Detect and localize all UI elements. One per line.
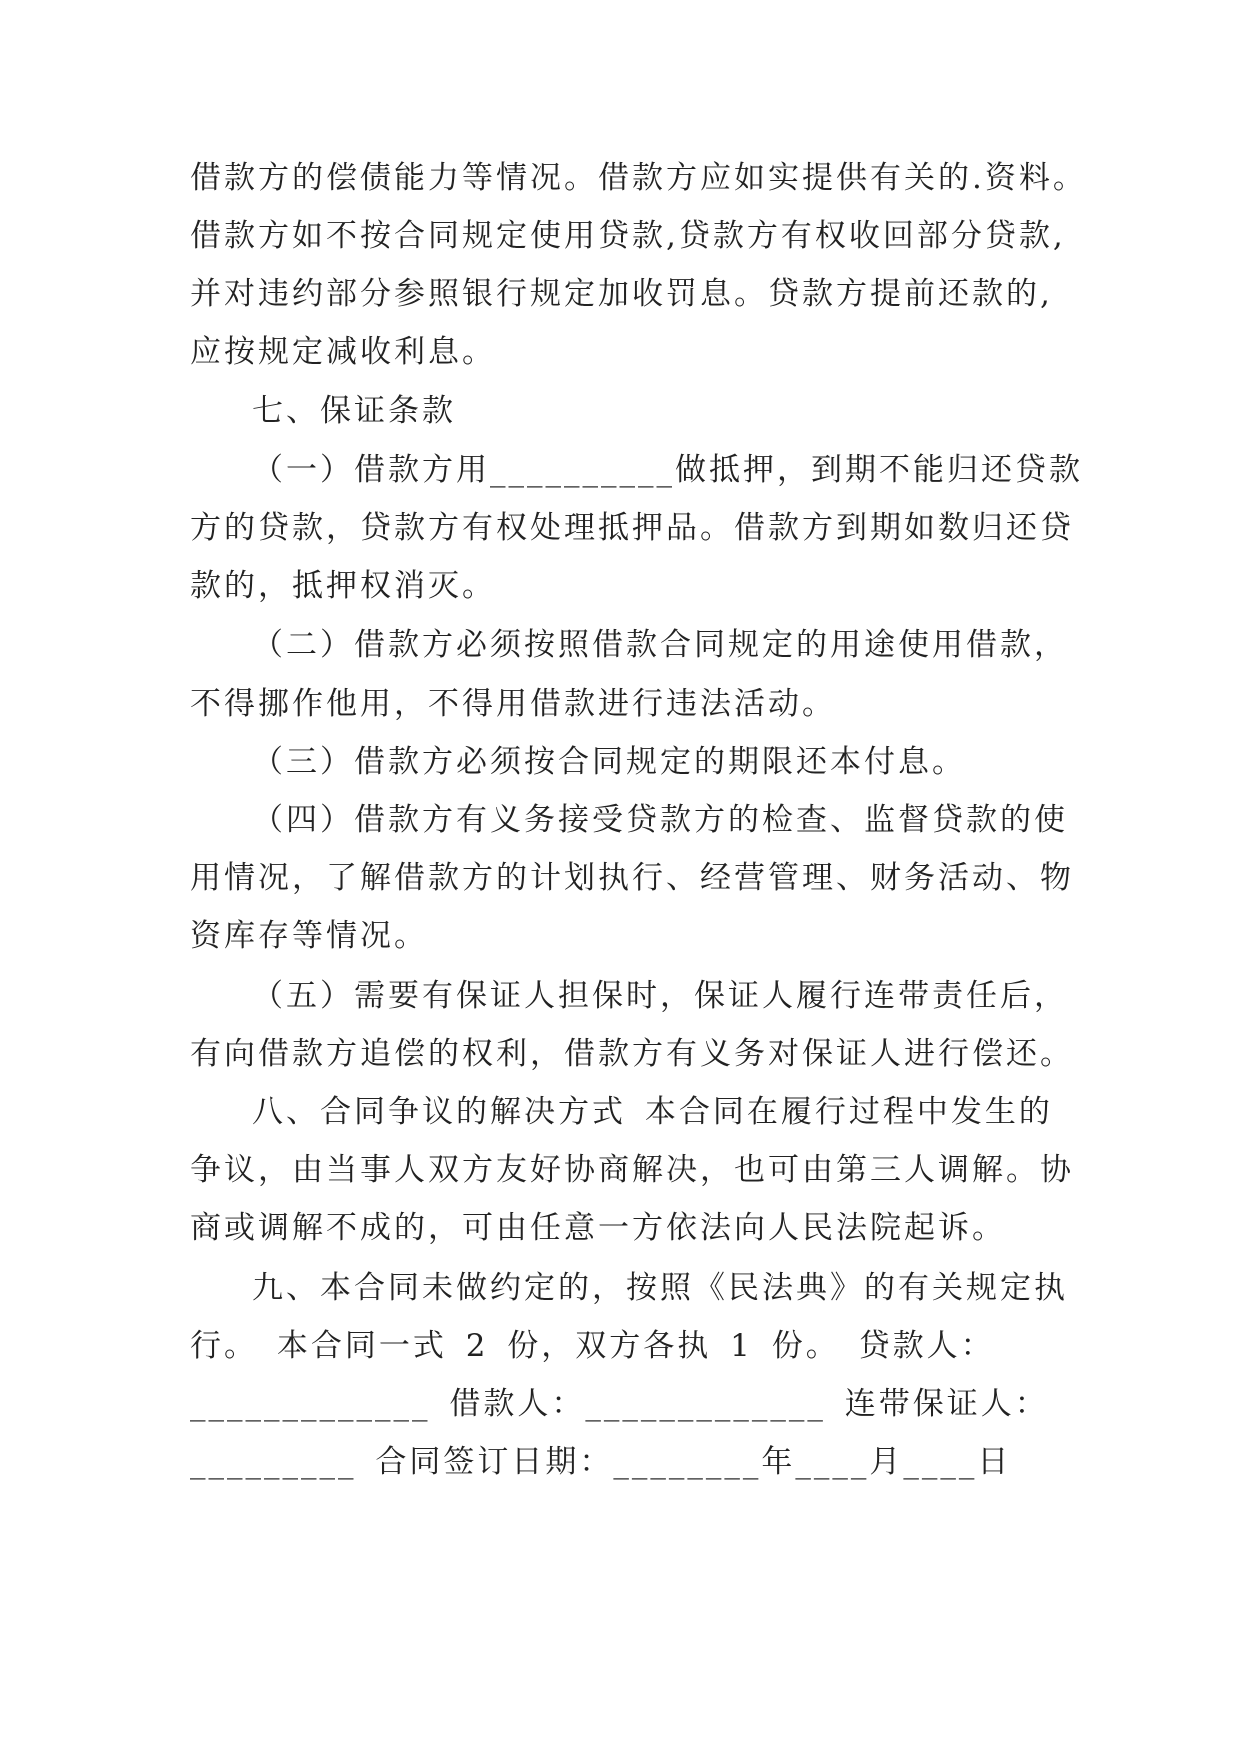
text-line: （三）借款方必须按合同规定的期限还本付息。 (252, 744, 966, 780)
text-line: 款的，抵押权消灭。 (190, 568, 496, 604)
signature-line: _____________ 借款人：_____________ 连带保证人： (190, 1386, 1049, 1422)
text-line: 借款方的偿债能力等情况。借款方应如实提供有关的.资料。 (190, 160, 1087, 196)
text-line: 争议，由当事人双方友好协商解决，也可由第三人调解。协 (190, 1152, 1074, 1188)
text-line: （一）借款方用__________做抵押，到期不能归还贷款 (252, 452, 1083, 488)
text-line: 商或调解不成的，可由任意一方依法向人民法院起诉。 (190, 1210, 1006, 1246)
section-heading: 七、保证条款 (252, 393, 456, 429)
text-line: 应按规定减收利息。 (190, 334, 496, 370)
text-line: 用情况，了解借款方的计划执行、经营管理、财务活动、物 (190, 860, 1074, 896)
text-line: 有向借款方追偿的权利，借款方有义务对保证人进行偿还。 (190, 1036, 1074, 1072)
section-heading: 九、本合同未做约定的，按照《民法典》的有关规定执 (252, 1270, 1068, 1306)
text-line: （二）借款方必须按照借款合同规定的用途使用借款， (252, 627, 1068, 663)
section-heading: 八、合同争议的解决方式 本合同在履行过程中发生的 (252, 1094, 1053, 1130)
signature-line: _________ 合同签订日期：________年____月____日 (190, 1444, 1012, 1480)
text-line: 方的贷款，贷款方有权处理抵押品。借款方到期如数归还贷 (190, 510, 1074, 546)
text-line: 不得挪作他用，不得用借款进行违法活动。 (190, 686, 836, 722)
text-line: 并对违约部分参照银行规定加收罚息。贷款方提前还款的, (190, 276, 1053, 312)
text-line: 资库存等情况。 (190, 918, 428, 954)
text-line: 借款方如不按合同规定使用贷款,贷款方有权收回部分贷款, (190, 218, 1066, 254)
text-line: 行。 本合同一式 2 份，双方各执 1 份。 贷款人： (190, 1328, 995, 1364)
text-line: （五）需要有保证人担保时，保证人履行连带责任后， (252, 978, 1068, 1014)
text-line: （四）借款方有义务接受贷款方的检查、监督贷款的使 (252, 802, 1068, 838)
